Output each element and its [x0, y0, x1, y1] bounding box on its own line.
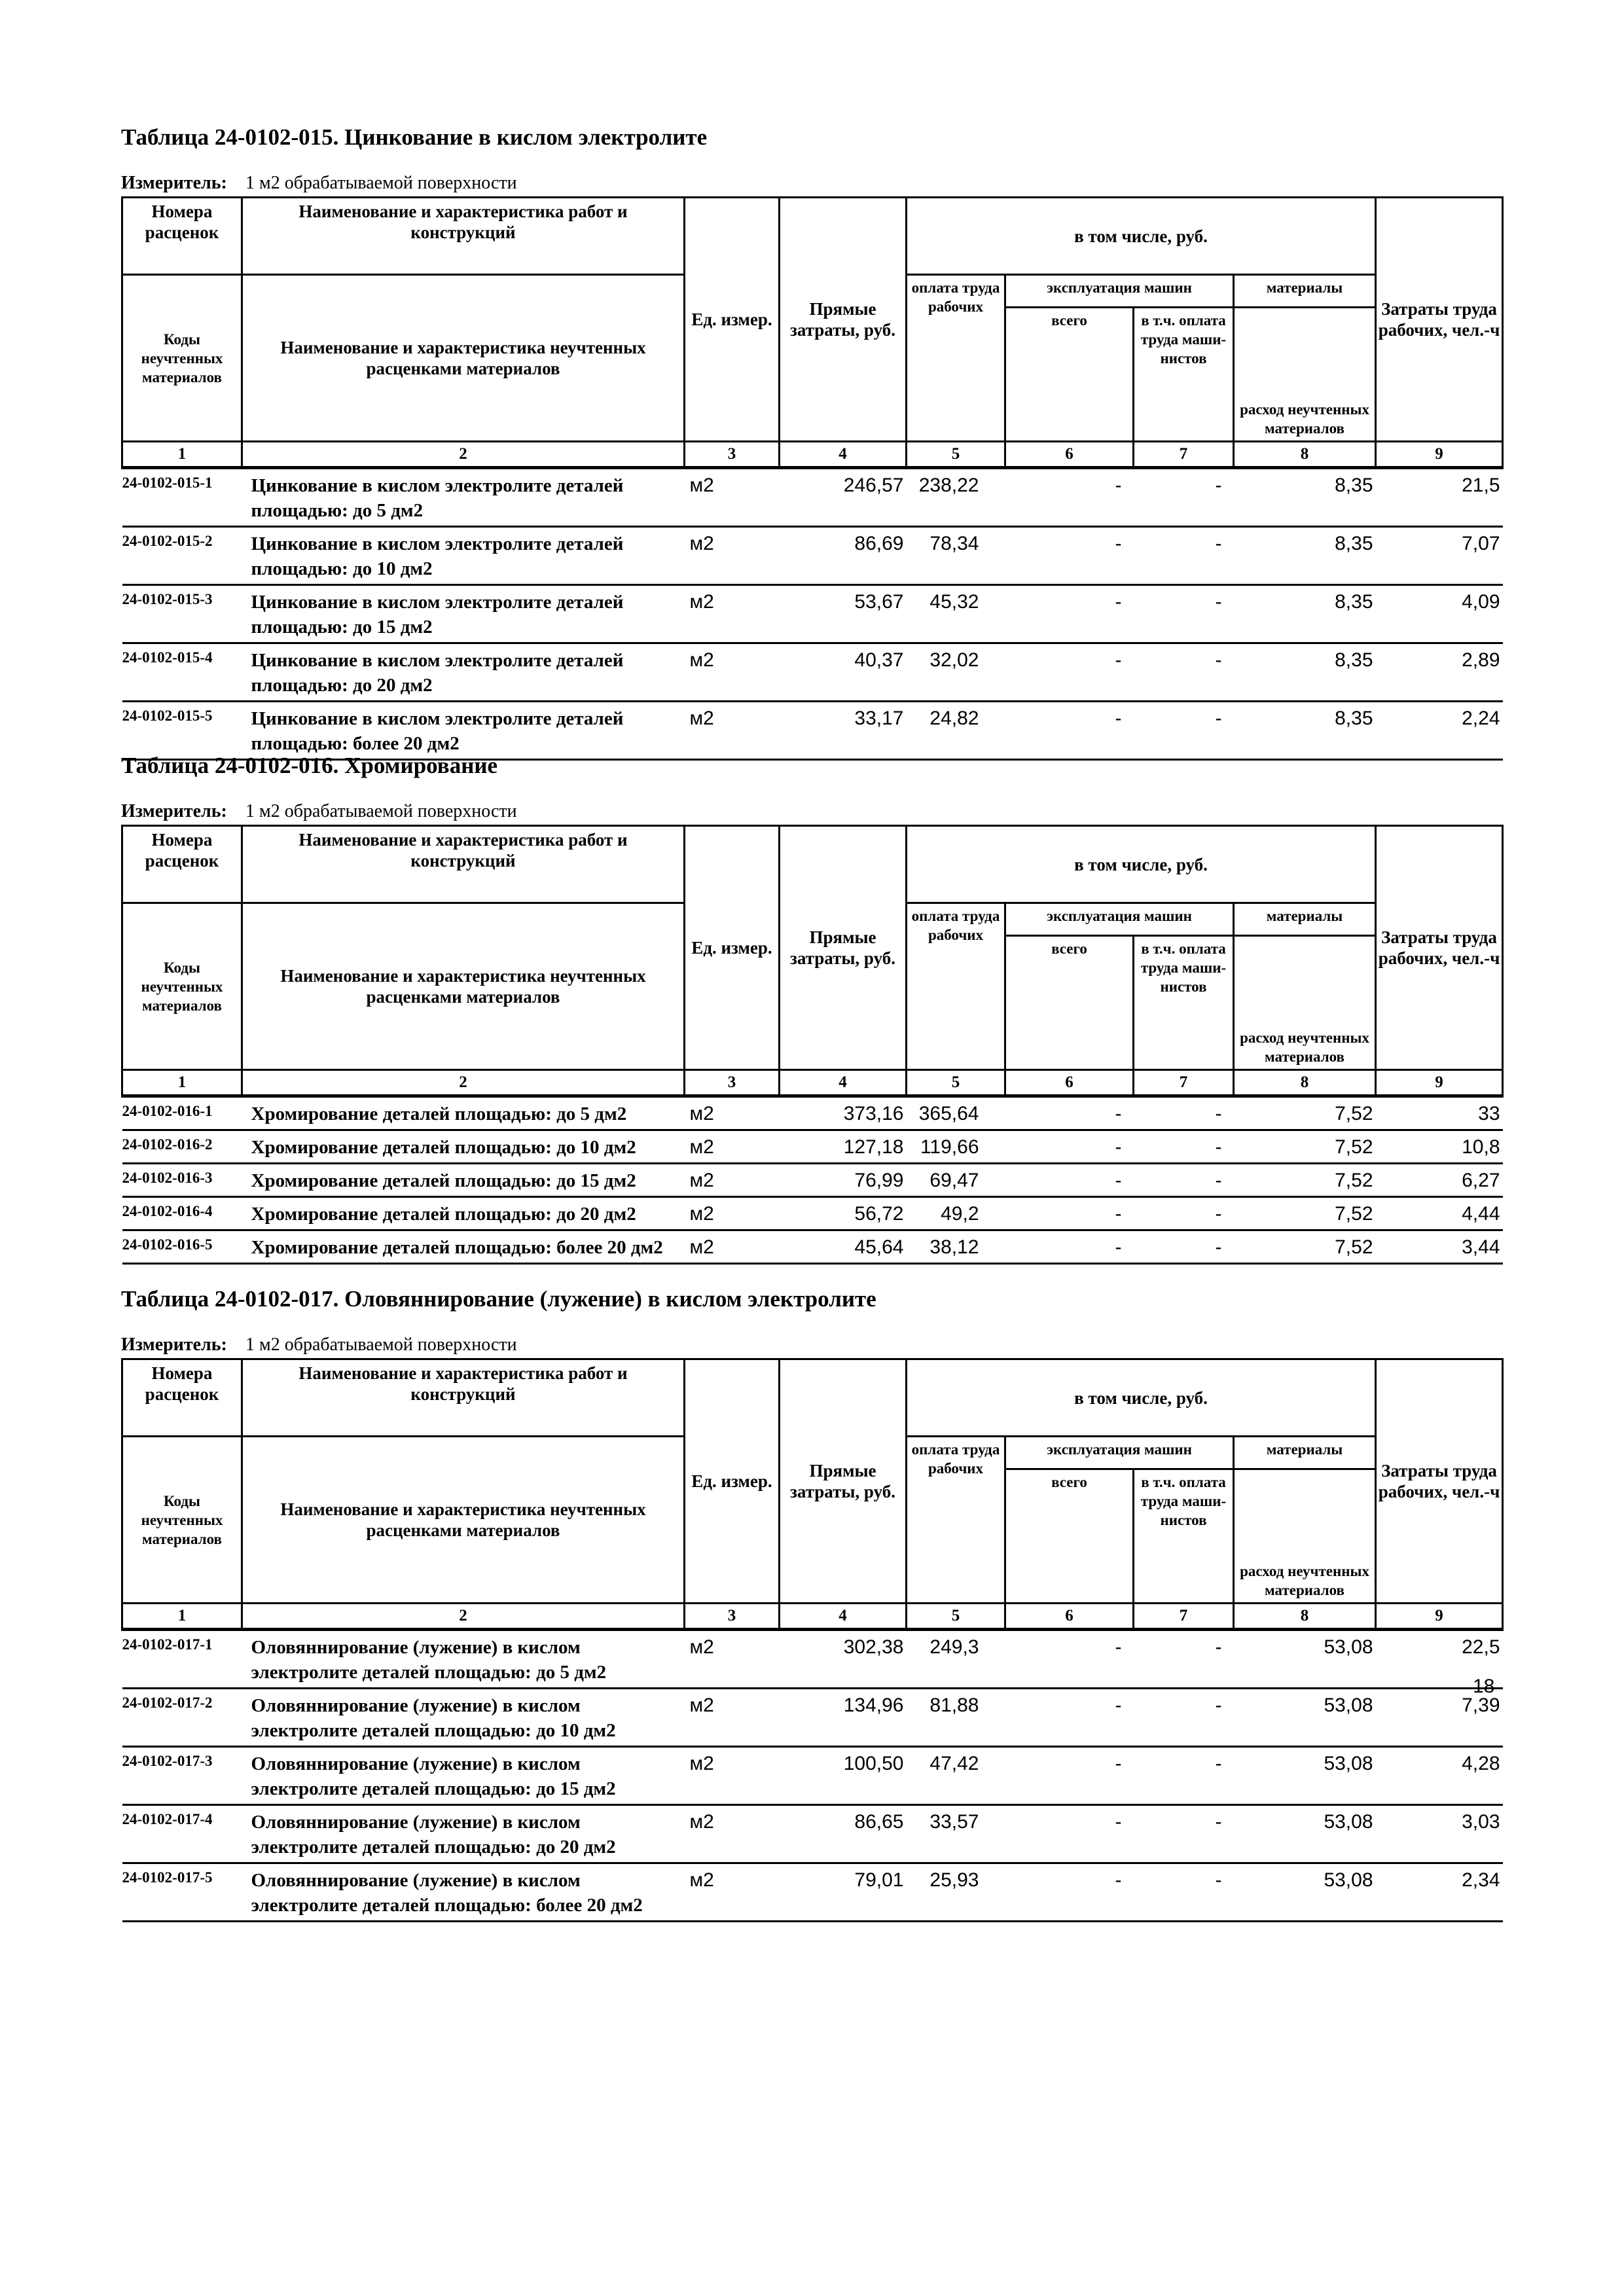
labor-hours: 7,39 [1376, 1689, 1503, 1747]
rate-code: 24-0102-015-2 [122, 527, 242, 585]
column-number: 9 [1376, 1070, 1503, 1096]
table-row [122, 1164, 1503, 1197]
rate-code: 24-0102-017-3 [122, 1747, 242, 1805]
meter-line [121, 1335, 1502, 1355]
labor-cost: 38,12 [907, 1230, 1005, 1264]
header-unit: Ед. измер. [685, 826, 780, 1070]
work-name: Хромирование деталей площадью: до 10 дм2 [242, 1130, 685, 1164]
materials-cost: 7,52 [1234, 1197, 1376, 1230]
column-number: 7 [1134, 1070, 1234, 1096]
header-labor: оплата труда рабочих [907, 903, 1005, 1070]
labor-cost: 47,42 [907, 1747, 1005, 1805]
table-title: Таблица 24-0102-016. Хромирование [121, 753, 498, 778]
rate-code: 24-0102-016-1 [122, 1096, 242, 1130]
machines-total: - [1005, 643, 1134, 702]
header-unit: Ед. измер. [685, 198, 780, 442]
work-name: Оловяннирование (лужение) в кислом электролите деталей площадью: более 20 дм2 [242, 1863, 685, 1922]
machinists-cost: - [1134, 585, 1234, 643]
rate-table [121, 1358, 1504, 1922]
column-number: 2 [242, 1604, 685, 1630]
machinists-cost: - [1134, 1230, 1234, 1264]
column-number: 6 [1005, 442, 1134, 468]
machinists-cost: - [1134, 1689, 1234, 1747]
labor-cost: 49,2 [907, 1197, 1005, 1230]
header-number: Номера расценок [122, 826, 242, 903]
column-number: 4 [780, 442, 907, 468]
labor-cost: 25,93 [907, 1863, 1005, 1922]
labor-hours: 6,27 [1376, 1164, 1503, 1197]
column-number: 9 [1376, 442, 1503, 468]
work-name: Хромирование деталей площадью: до 5 дм2 [242, 1096, 685, 1130]
machinists-cost: - [1134, 1197, 1234, 1230]
header-materials-unaccounted: расход неучтенных материалов [1234, 1469, 1376, 1604]
header-machinists: в т.ч. оплата труда маши-нистов [1134, 308, 1234, 442]
direct-cost: 45,64 [780, 1230, 907, 1264]
header-machines: эксплуатация машин [1005, 1437, 1234, 1469]
work-name: Оловяннирование (лужение) в кислом электролите деталей площадью: до 10 дм2 [242, 1689, 685, 1747]
header-hours: Затраты труда рабочих, чел.-ч [1376, 826, 1503, 1070]
labor-cost: 119,66 [907, 1130, 1005, 1164]
labor-cost: 238,22 [907, 468, 1005, 527]
unit: м2 [685, 702, 780, 760]
machines-total: - [1005, 468, 1134, 527]
column-number: 3 [685, 1070, 780, 1096]
rate-code: 24-0102-016-2 [122, 1130, 242, 1164]
header-codes: Коды неучтенных материалов [122, 275, 242, 442]
column-number: 6 [1005, 1070, 1134, 1096]
machines-total: - [1005, 1230, 1134, 1264]
header-materials-unaccounted: расход неучтенных материалов [1234, 936, 1376, 1070]
table-row [122, 1096, 1503, 1130]
machinists-cost: - [1134, 1805, 1234, 1863]
header-including: в том числе, руб. [907, 1359, 1376, 1437]
header-materials: материалы [1234, 1437, 1376, 1469]
materials-cost: 7,52 [1234, 1164, 1376, 1197]
column-number: 7 [1134, 1604, 1234, 1630]
direct-cost: 53,67 [780, 585, 907, 643]
table-row [122, 1805, 1503, 1863]
work-name: Цинкование в кислом электролите деталей площадью: до 10 дм2 [242, 527, 685, 585]
header-machines: эксплуатация машин [1005, 275, 1234, 308]
header-labor: оплата труда рабочих [907, 1437, 1005, 1604]
rate-table-section [121, 124, 1502, 761]
machines-total: - [1005, 1747, 1134, 1805]
header-name: Наименование и характеристика работ и конструкций [242, 1359, 685, 1437]
column-number: 6 [1005, 1604, 1134, 1630]
unit: м2 [685, 527, 780, 585]
header-materials-unaccounted: расход неучтенных материалов [1234, 308, 1376, 442]
labor-hours: 3,44 [1376, 1230, 1503, 1264]
labor-hours: 4,09 [1376, 585, 1503, 643]
materials-cost: 7,52 [1234, 1230, 1376, 1264]
labor-hours: 22,5 [1376, 1630, 1503, 1689]
table-row [122, 1197, 1503, 1230]
direct-cost: 40,37 [780, 643, 907, 702]
labor-hours: 4,28 [1376, 1747, 1503, 1805]
table-row [122, 527, 1503, 585]
page-number: 18 [1473, 1676, 1495, 1697]
work-name: Хромирование деталей площадью: до 20 дм2 [242, 1197, 685, 1230]
column-number: 1 [122, 1070, 242, 1096]
materials-cost: 53,08 [1234, 1630, 1376, 1689]
direct-cost: 302,38 [780, 1630, 907, 1689]
table-title: Таблица 24-0102-015. Цинкование в кислом электролите [121, 124, 708, 150]
table-row [122, 702, 1503, 760]
labor-hours: 33 [1376, 1096, 1503, 1130]
header-unit: Ед. измер. [685, 1359, 780, 1604]
rate-code: 24-0102-017-2 [122, 1689, 242, 1747]
machines-total: - [1005, 1630, 1134, 1689]
column-number: 9 [1376, 1604, 1503, 1630]
work-name: Хромирование деталей площадью: до 15 дм2 [242, 1164, 685, 1197]
rate-table-section [121, 753, 1502, 1265]
column-number: 5 [907, 1604, 1005, 1630]
rate-table-section [121, 1286, 1502, 1922]
table-row [122, 1130, 1503, 1164]
work-name: Цинкование в кислом электролите деталей площадью: более 20 дм2 [242, 702, 685, 760]
materials-cost: 53,08 [1234, 1805, 1376, 1863]
header-name-materials: Наименование и характеристика неучтенных расценками материалов [242, 903, 685, 1070]
header-materials: материалы [1234, 275, 1376, 308]
rate-code: 24-0102-016-4 [122, 1197, 242, 1230]
header-number: Номера расценок [122, 1359, 242, 1437]
rate-code: 24-0102-015-5 [122, 702, 242, 760]
machines-total: - [1005, 1689, 1134, 1747]
unit: м2 [685, 1747, 780, 1805]
header-machinists: в т.ч. оплата труда маши-нистов [1134, 1469, 1234, 1604]
header-codes: Коды неучтенных материалов [122, 903, 242, 1070]
materials-cost: 8,35 [1234, 527, 1376, 585]
rate-code: 24-0102-016-5 [122, 1230, 242, 1264]
column-number: 3 [685, 442, 780, 468]
unit: м2 [685, 468, 780, 527]
materials-cost: 8,35 [1234, 643, 1376, 702]
direct-cost: 100,50 [780, 1747, 907, 1805]
machines-total: - [1005, 527, 1134, 585]
unit: м2 [685, 1230, 780, 1264]
unit: м2 [685, 643, 780, 702]
labor-cost: 249,3 [907, 1630, 1005, 1689]
machinists-cost: - [1134, 702, 1234, 760]
table-title: Таблица 24-0102-017. Оловяннирование (лужение) в кислом электролите [121, 1286, 876, 1312]
header-machines-total: всего [1005, 308, 1134, 442]
labor-hours: 7,07 [1376, 527, 1503, 585]
header-hours: Затраты труда рабочих, чел.-ч [1376, 1359, 1503, 1604]
labor-cost: 32,02 [907, 643, 1005, 702]
rate-table [121, 196, 1504, 761]
materials-cost: 53,08 [1234, 1689, 1376, 1747]
labor-hours: 2,34 [1376, 1863, 1503, 1922]
header-machines-total: всего [1005, 1469, 1134, 1604]
header-direct: Прямые затраты, руб. [780, 1359, 907, 1604]
machinists-cost: - [1134, 527, 1234, 585]
direct-cost: 79,01 [780, 1863, 907, 1922]
table-row [122, 1747, 1503, 1805]
materials-cost: 7,52 [1234, 1096, 1376, 1130]
unit: м2 [685, 1805, 780, 1863]
work-name: Оловяннирование (лужение) в кислом электролите деталей площадью: до 15 дм2 [242, 1747, 685, 1805]
column-number: 1 [122, 442, 242, 468]
machines-total: - [1005, 1096, 1134, 1130]
labor-cost: 24,82 [907, 702, 1005, 760]
rate-code: 24-0102-015-4 [122, 643, 242, 702]
rate-table [121, 825, 1504, 1265]
header-machines: эксплуатация машин [1005, 903, 1234, 936]
direct-cost: 76,99 [780, 1164, 907, 1197]
table-row [122, 1230, 1503, 1264]
unit: м2 [685, 1130, 780, 1164]
machines-total: - [1005, 1197, 1134, 1230]
column-number: 2 [242, 1070, 685, 1096]
labor-cost: 81,88 [907, 1689, 1005, 1747]
machinists-cost: - [1134, 1863, 1234, 1922]
direct-cost: 246,57 [780, 468, 907, 527]
unit: м2 [685, 585, 780, 643]
machinists-cost: - [1134, 468, 1234, 527]
header-labor: оплата труда рабочих [907, 275, 1005, 442]
labor-hours: 3,03 [1376, 1805, 1503, 1863]
column-number: 5 [907, 442, 1005, 468]
meter-value: 1 м2 обрабатываемой поверхности [245, 1335, 517, 1355]
table-row [122, 643, 1503, 702]
rate-code: 24-0102-017-1 [122, 1630, 242, 1689]
header-including: в том числе, руб. [907, 198, 1376, 275]
column-number: 8 [1234, 442, 1376, 468]
machines-total: - [1005, 1164, 1134, 1197]
header-machines-total: всего [1005, 936, 1134, 1070]
labor-cost: 33,57 [907, 1805, 1005, 1863]
rate-code: 24-0102-015-3 [122, 585, 242, 643]
direct-cost: 373,16 [780, 1096, 907, 1130]
labor-cost: 365,64 [907, 1096, 1005, 1130]
direct-cost: 127,18 [780, 1130, 907, 1164]
labor-cost: 78,34 [907, 527, 1005, 585]
labor-hours: 10,8 [1376, 1130, 1503, 1164]
unit: м2 [685, 1164, 780, 1197]
labor-hours: 4,44 [1376, 1197, 1503, 1230]
table-row [122, 1689, 1503, 1747]
machines-total: - [1005, 585, 1134, 643]
column-number: 4 [780, 1070, 907, 1096]
column-number: 8 [1234, 1604, 1376, 1630]
machinists-cost: - [1134, 1747, 1234, 1805]
materials-cost: 8,35 [1234, 468, 1376, 527]
header-name: Наименование и характеристика работ и конструкций [242, 826, 685, 903]
unit: м2 [685, 1096, 780, 1130]
work-name: Хромирование деталей площадью: более 20 дм2 [242, 1230, 685, 1264]
labor-cost: 69,47 [907, 1164, 1005, 1197]
meter-label: Измеритель: [121, 173, 227, 193]
header-name-materials: Наименование и характеристика неучтенных расценками материалов [242, 1437, 685, 1604]
meter-line [121, 173, 1502, 194]
meter-label: Измеритель: [121, 801, 227, 821]
labor-hours: 2,24 [1376, 702, 1503, 760]
rate-code: 24-0102-017-5 [122, 1863, 242, 1922]
materials-cost: 53,08 [1234, 1747, 1376, 1805]
header-number: Номера расценок [122, 198, 242, 275]
column-number: 7 [1134, 442, 1234, 468]
table-row [122, 1863, 1503, 1922]
direct-cost: 86,69 [780, 527, 907, 585]
rate-code: 24-0102-017-4 [122, 1805, 242, 1863]
labor-hours: 2,89 [1376, 643, 1503, 702]
machinists-cost: - [1134, 1630, 1234, 1689]
header-direct: Прямые затраты, руб. [780, 826, 907, 1070]
machinists-cost: - [1134, 643, 1234, 702]
materials-cost: 8,35 [1234, 585, 1376, 643]
machinists-cost: - [1134, 1096, 1234, 1130]
column-number: 4 [780, 1604, 907, 1630]
work-name: Оловяннирование (лужение) в кислом электролите деталей площадью: до 20 дм2 [242, 1805, 685, 1863]
column-number: 5 [907, 1070, 1005, 1096]
unit: м2 [685, 1689, 780, 1747]
column-number: 1 [122, 1604, 242, 1630]
machines-total: - [1005, 1805, 1134, 1863]
materials-cost: 53,08 [1234, 1863, 1376, 1922]
header-materials: материалы [1234, 903, 1376, 936]
work-name: Цинкование в кислом электролите деталей площадью: до 5 дм2 [242, 468, 685, 527]
header-name: Наименование и характеристика работ и конструкций [242, 198, 685, 275]
meter-value: 1 м2 обрабатываемой поверхности [245, 173, 517, 193]
work-name: Цинкование в кислом электролите деталей площадью: до 15 дм2 [242, 585, 685, 643]
header-machinists: в т.ч. оплата труда маши-нистов [1134, 936, 1234, 1070]
machines-total: - [1005, 1863, 1134, 1922]
machinists-cost: - [1134, 1130, 1234, 1164]
work-name: Оловяннирование (лужение) в кислом электролите деталей площадью: до 5 дм2 [242, 1630, 685, 1689]
meter-line [121, 801, 1502, 822]
materials-cost: 8,35 [1234, 702, 1376, 760]
rate-code: 24-0102-016-3 [122, 1164, 242, 1197]
header-codes: Коды неучтенных материалов [122, 1437, 242, 1604]
column-number: 2 [242, 442, 685, 468]
meter-label: Измеритель: [121, 1335, 227, 1355]
direct-cost: 33,17 [780, 702, 907, 760]
header-direct: Прямые затраты, руб. [780, 198, 907, 442]
header-name-materials: Наименование и характеристика неучтенных расценками материалов [242, 275, 685, 442]
machinists-cost: - [1134, 1164, 1234, 1197]
unit: м2 [685, 1197, 780, 1230]
unit: м2 [685, 1630, 780, 1689]
table-row [122, 468, 1503, 527]
meter-value: 1 м2 обрабатываемой поверхности [245, 801, 517, 821]
machines-total: - [1005, 702, 1134, 760]
direct-cost: 86,65 [780, 1805, 907, 1863]
machines-total: - [1005, 1130, 1134, 1164]
header-including: в том числе, руб. [907, 826, 1376, 903]
header-hours: Затраты труда рабочих, чел.-ч [1376, 198, 1503, 442]
table-row [122, 585, 1503, 643]
labor-hours: 21,5 [1376, 468, 1503, 527]
work-name: Цинкование в кислом электролите деталей площадью: до 20 дм2 [242, 643, 685, 702]
direct-cost: 56,72 [780, 1197, 907, 1230]
table-row [122, 1630, 1503, 1689]
column-number: 8 [1234, 1070, 1376, 1096]
unit: м2 [685, 1863, 780, 1922]
direct-cost: 134,96 [780, 1689, 907, 1747]
labor-cost: 45,32 [907, 585, 1005, 643]
column-number: 3 [685, 1604, 780, 1630]
rate-code: 24-0102-015-1 [122, 468, 242, 527]
materials-cost: 7,52 [1234, 1130, 1376, 1164]
